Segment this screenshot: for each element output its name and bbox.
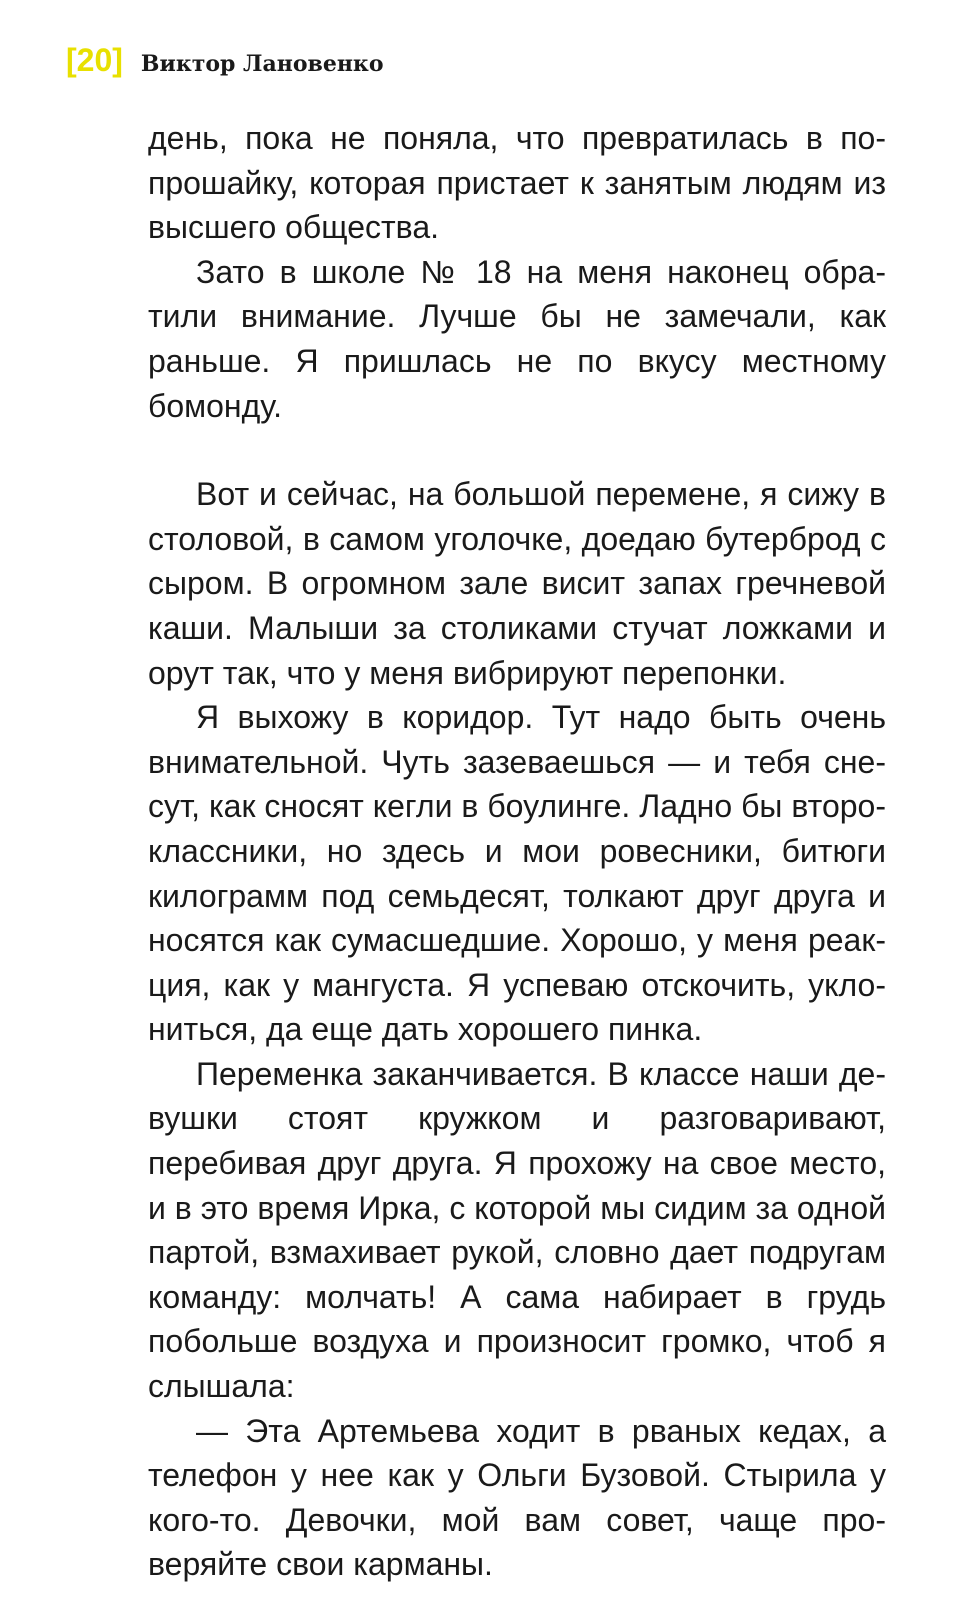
page-header <box>66 42 384 82</box>
paragraph-section-start: Вот и сейчас, на большой перемене, я сижу в столовой, в самом уголочке, доедаю бутерброд с сыром. В огромном зале висит запах гречневой каши. Малыши за столиками стучат ложками и орут так, что у меня вибрируют перепонки. <box>148 476 886 691</box>
paragraph-dialogue: — Эта Артемьева ходит в рваных кедах, а телефон у нее как у Ольги Бузовой. Стырила у кого-то. Девочки, мой вам совет, чаще проверяйте свои карманы. <box>148 1412 886 1583</box>
paragraph-continuation: день, пока не поняла, что превратилась в попрошайку, которая пристает к занятым людям из высшего общества. <box>148 120 886 246</box>
paragraph: Я выхожу в коридор. Тут надо быть очень внимательной. Чуть зазеваешься — и тебя снесут, как сносят кегли в боулинге. Ладно бы второклассники, но здесь и мои ровесники, битюги килограмм под семьдесят, толкают друг друга и носятся как сумасшедшие. Хорошо, у меня реакция, как у мангуста. Я успеваю отскочить, уклониться, да еще дать хорошего пинка. <box>148 699 886 1048</box>
paragraph: Переменка заканчивается. В классе наши девушки стоят кружком и разговаривают, перебивая друг друга. Я прохожу на свое место, и в это время Ирка, с которой мы сидим за одной партой, взмахивает рукой, словно дает подругам команду: молчать! А сама набирает в грудь побольше воздуха и произносит громко, чтоб я слышала: <box>148 1055 886 1405</box>
paragraph: Зато в школе № 18 на меня наконец обратили внимание. Лучше бы не замечали, как раньше. Я пришлась не по вкусу местному бомонду. <box>148 253 886 424</box>
page-number: [20] <box>66 42 123 78</box>
body-text <box>148 116 886 1587</box>
running-head-author: Виктор Лановенко <box>140 51 384 77</box>
